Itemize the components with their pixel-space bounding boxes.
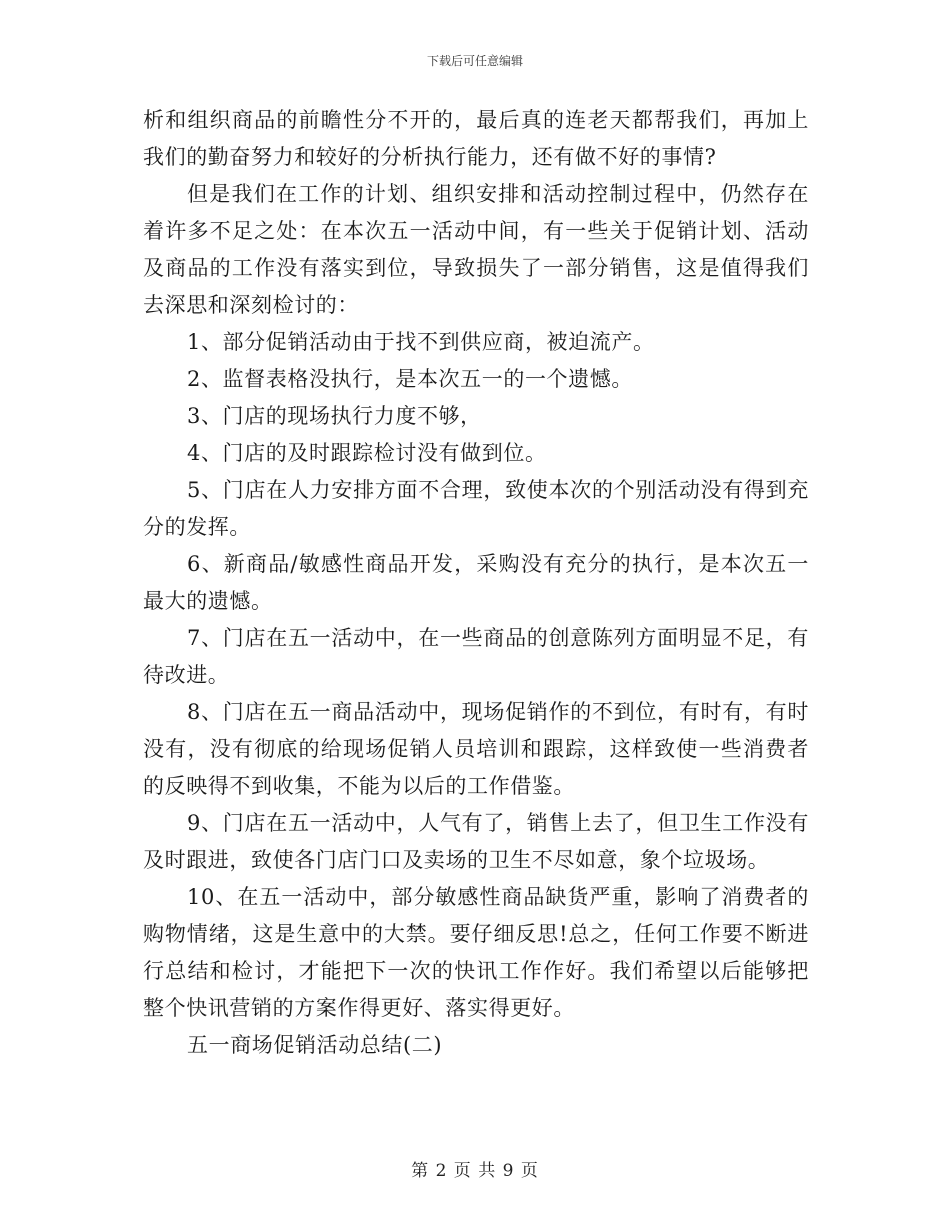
- list-item: 8、门店在五一商品活动中，现场促销作的不到位，有时有，有时没有，没有彻底的给现场促销人员培训和跟踪，这样致使一些消费者的反映得不到收集，不能为以后的工作借鉴。: [143, 700, 809, 798]
- list-item: 4、门店的及时跟踪检讨没有做到位。: [187, 441, 547, 465]
- section-heading: 五一商场促销活动总结(二): [187, 1033, 443, 1057]
- page-number-footer: 第 2 页 共 9 页: [411, 1161, 539, 1181]
- list-item: 5、门店在人力安排方面不合理，致使本次的个别活动没有得到充分的发挥。: [143, 478, 809, 539]
- list-item: 3、门店的现场执行力度不够，: [187, 404, 482, 428]
- list-item: 9、门店在五一活动中，人气有了，销售上去了，但卫生工作没有及时跟进，致使各门店门口及卖场的卫生不尽如意，象个垃圾场。: [143, 811, 809, 872]
- list-item: 10、在五一活动中，部分敏感性商品缺货严重，影响了消费者的购物情绪，这是生意中的大禁。要仔细反思!总之，任何工作要不断进行总结和检讨，才能把下一次的快讯工作作好。我们希望以后能够把整个快讯营销的方案作得更好、落实得更好。: [143, 885, 809, 1020]
- list-item: 1、部分促销活动由于找不到供应商，被迫流产。: [187, 330, 655, 354]
- page-header: 下载后可任意编辑: [426, 54, 523, 68]
- list-item: 7、门店在五一活动中，在一些商品的创意陈列方面明显不足，有待改进。: [143, 626, 809, 687]
- document-body: [143, 102, 809, 1064]
- list-item: 2、监督表格没执行，是本次五一的一个遗憾。: [187, 367, 633, 391]
- paragraph: 析和组织商品的前瞻性分不开的，最后真的连老天都帮我们，再加上我们的勤奋努力和较好的分析执行能力，还有做不好的事情?: [143, 108, 809, 169]
- list-item: 6、新商品/敏感性商品开发，采购没有充分的执行，是本次五一最大的遗憾。: [143, 552, 809, 613]
- paragraph: 但是我们在工作的计划、组织安排和活动控制过程中，仍然存在着许多不足之处：在本次五一活动中间，有一些关于促销计划、活动及商品的工作没有落实到位，导致损失了一部分销售，这是值得我们去深思和深刻检讨的：: [143, 182, 809, 317]
